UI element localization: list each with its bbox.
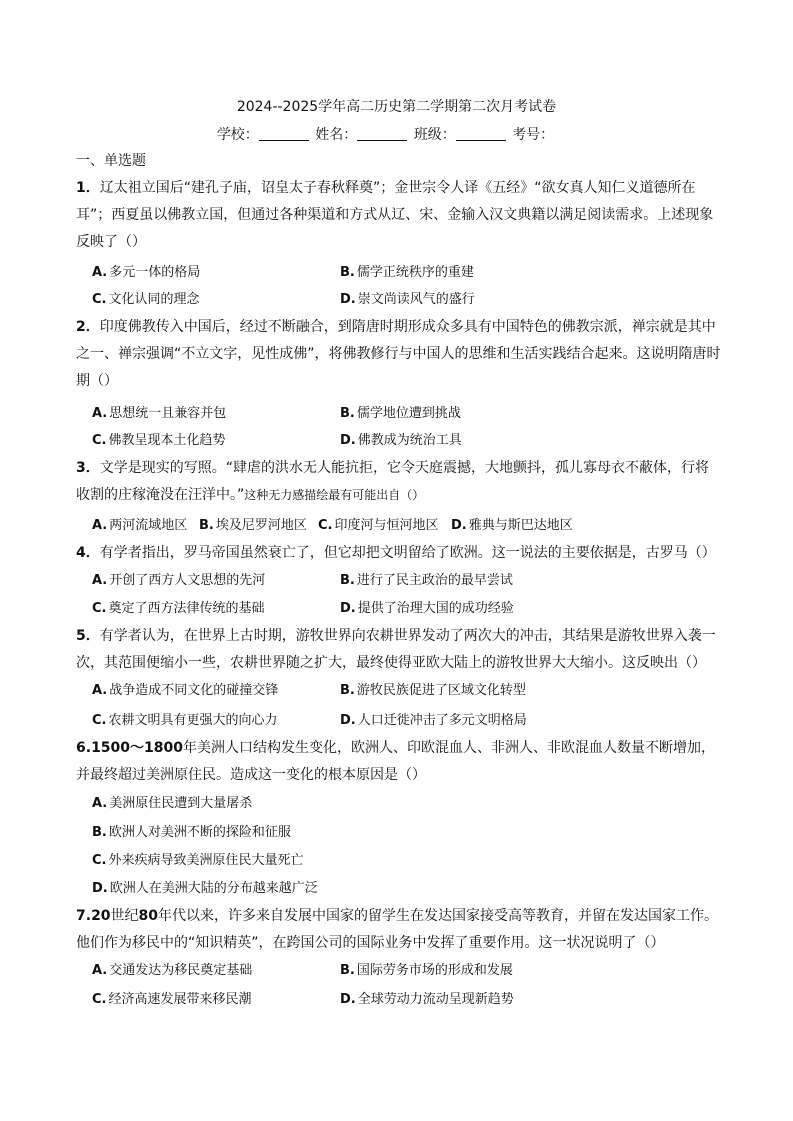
option-c[interactable]: C. 文化认同的理念 [92, 292, 200, 307]
name-label: 姓名： [315, 127, 358, 143]
question-text-mid: 世纪 [110, 908, 139, 924]
class-blank[interactable] [456, 126, 506, 141]
option-c[interactable]: C. 佛教呈现本土化趋势 [92, 433, 226, 448]
option-a[interactable]: A. 开创了西方人文思想的先河 [92, 573, 266, 588]
question-decade: 80 [138, 908, 159, 924]
question-text: 年代以来，许多来自发展中国家的留学生在发达国家接受高等教育，并留在发达国家工作。他们作为移民中的“知识精英”，在跨国公司的国际业务中发挥了重要作用。这一状况说明了（） [76, 908, 719, 951]
option-c[interactable]: C. 经济高速发展带来移民潮 [92, 992, 252, 1007]
question-century: 20 [91, 908, 111, 924]
option-c[interactable]: C. 外来疾病导致美洲原住民大量死亡 [92, 853, 304, 868]
option-c[interactable]: C. 农耕文明具有更强大的向心力 [92, 713, 278, 728]
option-c[interactable]: C. 奠定了西方法律传统的基础 [92, 601, 265, 616]
option-a[interactable]: A. 思想统一且兼容并包 [92, 406, 227, 421]
question-text: 有学者指出，罗马帝国虽然衰亡了，但它却把文明留给了欧洲。这一说法的主要依据是，古罗马（） [99, 545, 716, 561]
question-text: 印度佛教传入中国后，经过不断融合，到隋唐时期形成众多具有中国特色的佛教宗派，禅宗就是其中之一、禅宗强调“不立文字，见性成佛”，将佛教修行与中国人的思维和生活实践结合起来。这说明隋唐时期（） [76, 319, 721, 389]
option-a[interactable]: A. 美洲原住民遭到大量屠杀 [92, 796, 253, 811]
question-number: 2． [76, 319, 100, 335]
option-b[interactable]: B. 进行了民主政治的最早尝试 [340, 573, 513, 588]
option-d[interactable]: D. 雅典与斯巴达地区 [451, 518, 573, 533]
question-text: 辽太祖立国后“建孔子庙，诏皇太子春秋释奠”；金世宗令人译《五经》“欲女真人知仁义道德所在耳”；西夏虽以佛教立国，但通过各种渠道和方式从辽、宋、金输入汉文典籍以满足阅读需求。上述现象反映了（） [76, 180, 714, 250]
question-year: 1500～1800 [91, 740, 183, 756]
question-number: 1． [76, 180, 100, 196]
class-label: 班级： [413, 127, 456, 143]
number-label: 考号： [512, 127, 555, 143]
question-4 [76, 540, 721, 567]
option-d[interactable]: D. 崇文尚读风气的盛行 [340, 292, 475, 307]
option-d[interactable]: D. 提供了治理大国的成功经验 [340, 601, 514, 616]
question-number: 7. [76, 908, 92, 924]
question-3 [76, 455, 721, 509]
option-a[interactable]: A. 战争造成不同文化的碰撞交锋 [92, 683, 279, 698]
question-6 [76, 735, 721, 789]
question-text: 文学是现实的写照。“肆虐的洪水无人能抗拒，它令天庭震撼，大地颤抖，孤儿寡母衣不蔽体，行将收割的庄稼淹没在汪洋中。” [76, 460, 710, 503]
student-info-line [0, 124, 793, 144]
option-a[interactable]: A. 交通发达为移民奠定基础 [92, 963, 253, 978]
school-blank[interactable] [259, 126, 309, 141]
question-number: 4． [76, 545, 100, 561]
question-7 [76, 903, 721, 957]
option-b[interactable]: B. 国际劳务市场的形成和发展 [340, 963, 513, 978]
exam-title: 2024--2025学年高二历史第二学期第二次月考试卷 [236, 99, 557, 115]
option-b[interactable]: B. 埃及尼罗河地区 [199, 518, 307, 533]
option-b[interactable]: B. 儒学地位遭到挑战 [340, 406, 461, 421]
question-text-small: 这种无力感描绘最有可能出自（） [244, 488, 425, 502]
question-2 [76, 314, 721, 395]
question-number: 3． [76, 460, 100, 476]
question-text: 有学者认为，在世界上古时期，游牧世界向农耕世界发动了两次大的冲击，其结果是游牧世界入袭一次，其范围便缩小一些，农耕世界随之扩大，最终使得亚欧大陆上的游牧世界大大缩小。这反映出（） [76, 628, 716, 671]
option-a[interactable]: A. 多元一体的格局 [92, 265, 201, 280]
option-d[interactable]: D. 佛教成为统治工具 [340, 433, 462, 448]
question-5 [76, 623, 721, 677]
option-d[interactable]: D. 全球劳动力流动呈现新趋势 [340, 992, 514, 1007]
option-b[interactable]: B. 儒学正统秩序的重建 [340, 265, 474, 280]
question-number: 5． [76, 628, 100, 644]
question-1 [76, 175, 721, 256]
option-b[interactable]: B. 游牧民族促进了区域文化转型 [340, 683, 526, 698]
name-blank[interactable] [357, 126, 407, 141]
question-number: 6. [76, 740, 92, 756]
question-text: 年美洲人口结构发生变化，欧洲人、印欧混血人、非洲人、非欧混血人数量不断增加，并最终超过美洲原住民。造成这一变化的根本原因是（） [76, 740, 715, 783]
option-b[interactable]: B. 欧洲人对美洲不断的探险和征服 [92, 825, 291, 840]
option-a[interactable]: A. 两河流域地区 [92, 518, 188, 533]
option-d[interactable]: D. 人口迁徙冲击了多元文明格局 [340, 713, 527, 728]
section-heading: 一、单选题 [76, 153, 146, 169]
option-c[interactable]: C. 印度河与恒河地区 [318, 518, 439, 533]
option-d[interactable]: D. 欧洲人在美洲大陆的分布越来越广泛 [92, 881, 318, 896]
school-label: 学校： [216, 127, 259, 143]
